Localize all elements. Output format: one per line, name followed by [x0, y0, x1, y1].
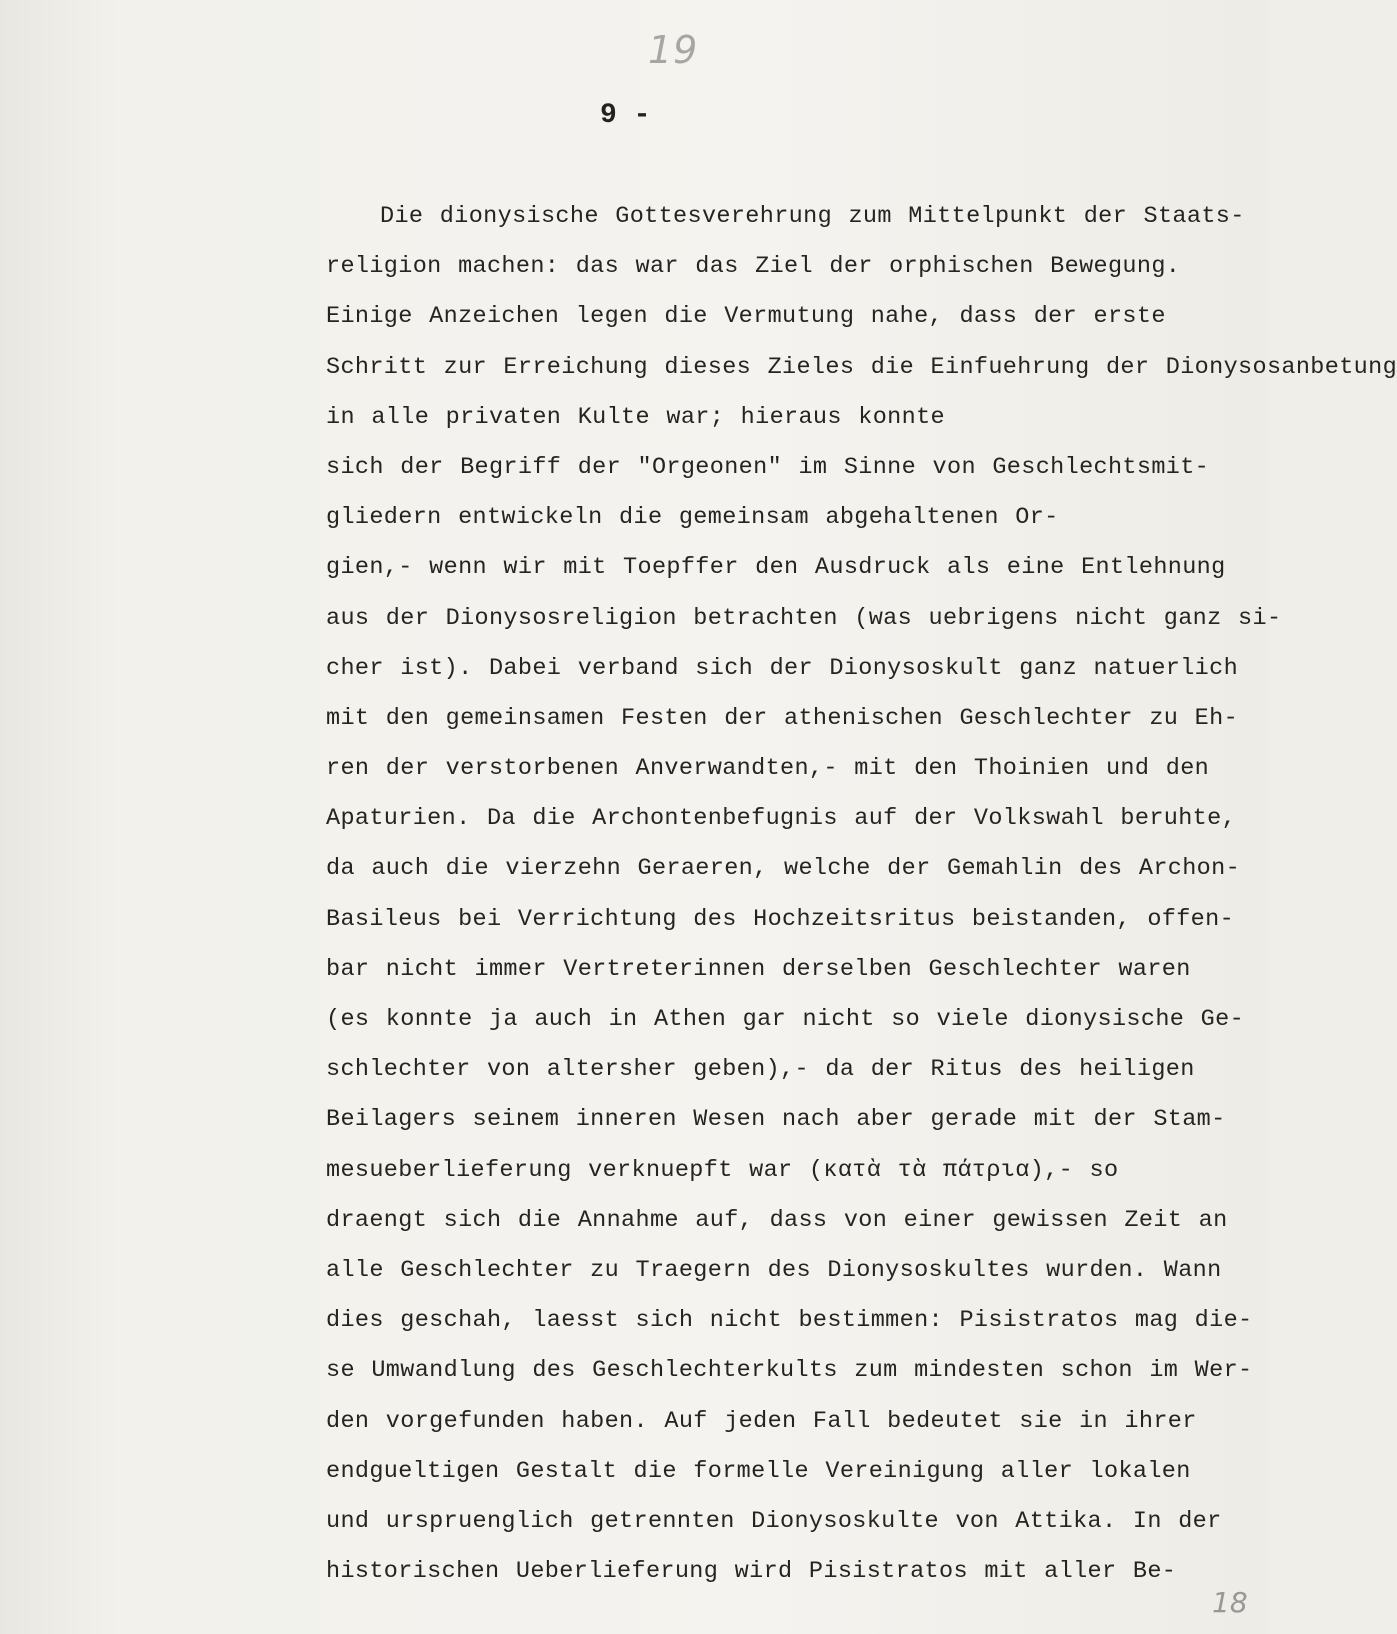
text-line: Die dionysische Gottesverehrung zum Mittelpunkt der Staats- — [380, 203, 1245, 230]
typed-text-block — [326, 192, 1397, 1597]
text-line: ren der verstorbenen Anverwandten,- mit den Thoinien und den — [326, 755, 1210, 783]
text-line: gliedern entwickeln die gemeinsam abgehaltenen Or- — [326, 504, 1059, 532]
text-line: alle Geschlechter zu Traegern des Dionysoskultes wurden. Wann — [326, 1256, 1222, 1284]
text-line: Basileus bei Verrichtung des Hochzeitsritus beistanden, offen- — [326, 905, 1235, 933]
text-line: dies geschah, laesst sich nicht bestimmen: Pisistratos mag die- — [326, 1307, 1253, 1335]
text-line: se Umwandlung des Geschlechterkults zum mindesten schon im Wer- — [326, 1357, 1253, 1385]
text-line: in alle privaten Kulte war; hieraus konnte — [326, 403, 945, 431]
text-line: bar nicht immer Vertreterinnen derselben Geschlechter waren — [326, 955, 1191, 983]
text-line: Schritt zur Erreichung dieses Zieles die Einfuehrung der Dionysosanbetung — [326, 353, 1397, 381]
text-line: schlechter von altersher geben),- da der Ritus des heiligen — [326, 1056, 1195, 1084]
text-line: aus der Dionysosreligion betrachten (was uebrigens nicht ganz si- — [326, 604, 1282, 632]
text-line: mesueberlieferung verknuepft war (κατὰ τὰ πάτρια),- so — [326, 1156, 1119, 1184]
text-line: sich der Begriff der "Orgeonen" im Sinne von Geschlechtsmit- — [326, 453, 1210, 481]
typed-page-header: 9 - — [600, 100, 651, 131]
handwritten-page-number: 19 — [648, 28, 699, 72]
text-line: religion machen: das war das Ziel der orphischen Bewegung. — [326, 253, 1181, 281]
text-line: gien,- wenn wir mit Toepffer den Ausdruck als eine Entlehnung — [326, 554, 1226, 582]
text-line: cher ist). Dabei verband sich der Dionysoskult ganz natuerlich — [326, 654, 1239, 682]
text-line: mit den gemeinsamen Festen der athenischen Geschlechter zu Eh- — [326, 704, 1239, 732]
text-line: den vorgefunden haben. Auf jeden Fall bedeutet sie in ihrer — [326, 1407, 1197, 1435]
handwritten-corner-mark: 18 — [1212, 1586, 1248, 1619]
text-line: Beilagers seinem inneren Wesen nach aber gerade mit der Stam- — [326, 1106, 1226, 1134]
text-line: endgueltigen Gestalt die formelle Vereinigung aller lokalen — [326, 1457, 1191, 1485]
text-line: historischen Ueberlieferung wird Pisistratos mit aller Be- — [326, 1558, 1177, 1586]
text-line: da auch die vierzehn Geraeren, welche der Gemahlin des Archon- — [326, 855, 1241, 883]
text-line: draengt sich die Annahme auf, dass von einer gewissen Zeit an — [326, 1206, 1228, 1234]
text-line: Apaturien. Da die Archontenbefugnis auf der Volkswahl beruhte, — [326, 805, 1237, 833]
text-line: (es konnte ja auch in Athen gar nicht so viele dionysische Ge- — [326, 1006, 1245, 1033]
text-line: und urspruenglich getrennten Dionysoskulte von Attika. In der — [326, 1507, 1222, 1535]
text-line: Einige Anzeichen legen die Vermutung nahe, dass der erste — [326, 303, 1166, 331]
